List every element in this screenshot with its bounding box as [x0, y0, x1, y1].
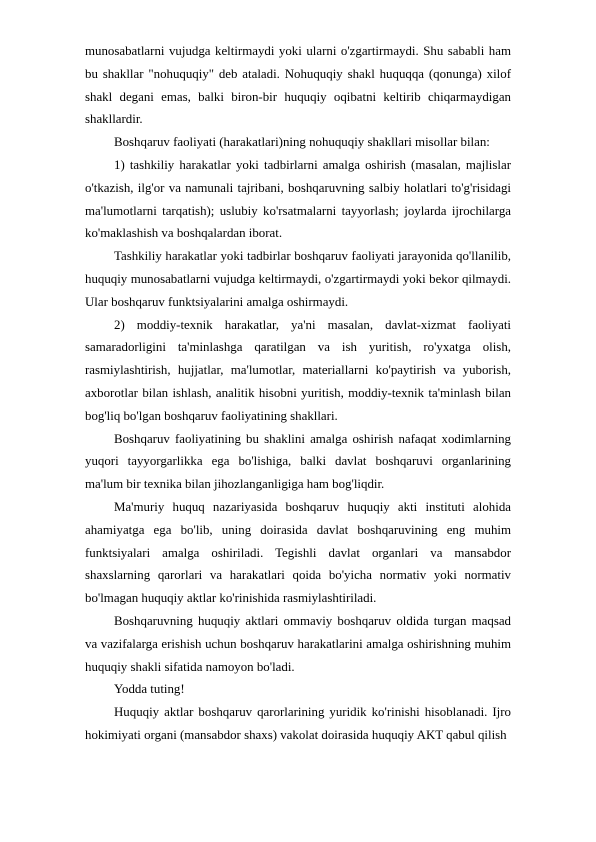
paragraph: Huquqiy aktlar boshqaruv qarorlarining yuridik ko'rinishi hisoblanadi. Ijro hokimiyati organi (mansabdor shaxs) vakolat doirasida huquqiy AKT qabul qilish: [85, 705, 511, 742]
paragraph: 1) tashkiliy harakatlar yoki tadbirlarni amalga oshirish (masalan, majlislar o'tkazish, ilg'or va namunali tajribani, boshqaruvning salbiy holatlari to'g'risidagi ma'lumotlarni tarqatish); uslubiy ko'rsatmalarni tayyorlash; joylarda ijrochilarga ko'maklashish va boshqalardan iborat.: [85, 157, 511, 241]
paragraph: 2) moddiy-texnik harakatlar, ya'ni masalan, davlat-xizmat faoliyati samaradorligini ta'minlashga qaratilgan va ish yuritish, ro'yxatga olish, rasmiylashtirish, hujjatlar, ma'lumotlar, materiallarni ko'paytirish va yuborish, axborotlar bilan ishlash, analitik hisobni yuritish, moddiy-texnik ta'minlash bilan bog'liq bo'lgan boshqaruv faoliyatining shakllari.: [85, 317, 511, 423]
paragraph: Tashkiliy harakatlar yoki tadbirlar boshqaruv faoliyati jarayonida qo'llanilib, huquqiy munosabatlarni vujudga keltirmaydi, o'zgartirmaydi yoki bekor qilmaydi. Ular boshqaruv funktsiyalarini amalga oshirmaydi.: [85, 249, 511, 309]
paragraph: Ma'muriy huquq nazariyasida boshqaruv huquqiy akti instituti alohida ahamiyatga ega bo'lib, uning doirasida davlat boshqaruvining eng muhim funktsiyalari amalga oshiriladi. Tegishli davlat organlari va mansabdor shaxslarning qarorlari va harakatlari qoida bo'yicha normativ yoki normativ bo'lmagan huquqiy aktlar ko'rinishida rasmiylashtiriladi.: [85, 499, 511, 606]
note-heading: Yodda tuting!: [114, 682, 185, 697]
paragraph: Boshqaruvning huquqiy aktlari ommaviy boshqaruv oldida turgan maqsad va vazifalarga erishish uchun boshqaruv harakatlarini amalga oshirishning muhim huquqiy shakli sifatida namoyon bo'ladi.: [85, 613, 511, 674]
paragraph: Boshqaruv faoliyatining bu shaklini amalga oshirish nafaqat xodimlarning yuqori tayyorgarlikka ega bo'lishiga, balki davlat boshqaruvi organlarining ma'lum bir texnika bilan jihozlanganligiga ham bog'liqdir.: [85, 431, 511, 492]
paragraph: Boshqaruv faoliyati (harakatlari)ning nohuquqiy shakllari misollar bilan:: [114, 135, 490, 150]
paragraph: munosabatlarni vujudga keltirmaydi yoki ularni o'zgartirmaydi. Shu sababli ham bu shakllar "nohuquqiy" deb ataladi. Nohuquqiy shakl huquqqa (qonunga) xilof shakl degani emas, balki biron-bir huquqiy oqibatni keltirib chiqarmaydigan shakllardir.: [85, 44, 511, 127]
document-page: [85, 40, 511, 747]
